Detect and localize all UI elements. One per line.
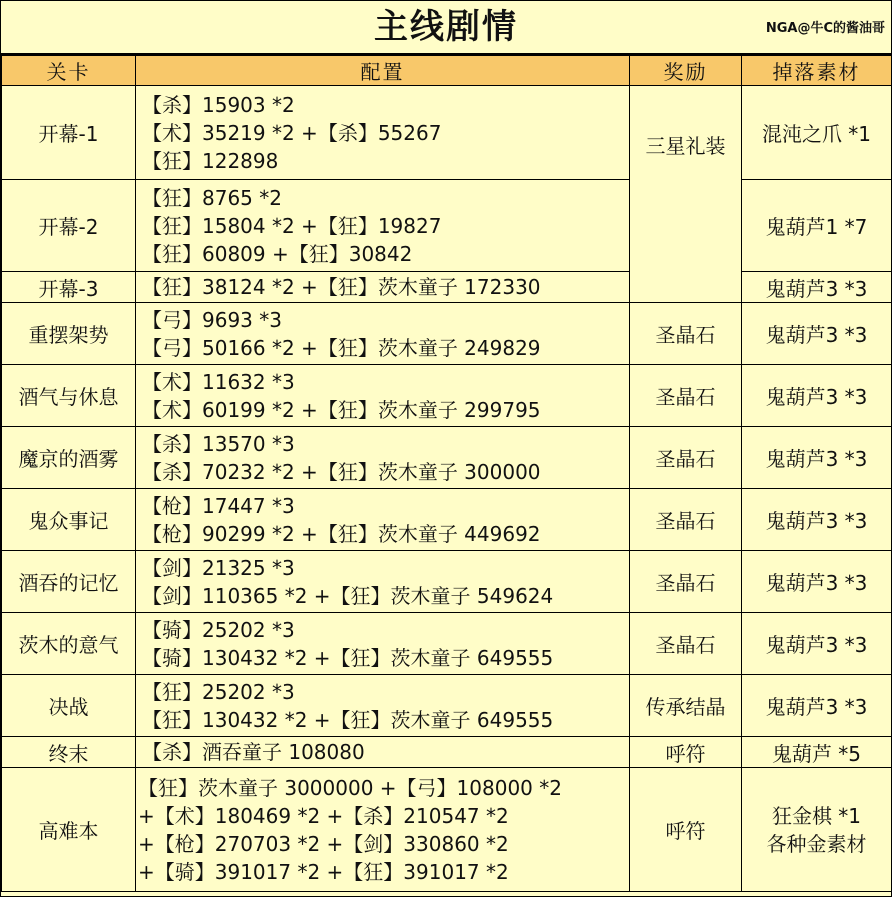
config-line: 【弓】50166 *2 +【狂】茨木童子 249829 <box>142 335 541 360</box>
stage-name: 酒吞的记忆 <box>2 551 136 613</box>
config-line: 【狂】25202 *3 <box>142 679 295 704</box>
config-line: +【骑】391017 *2 +【狂】391017 *2 <box>138 859 509 884</box>
config-line: 【狂】60809 +【狂】30842 <box>142 241 413 266</box>
config-cell <box>136 768 630 892</box>
stage-name: 酒气与休息 <box>2 365 136 427</box>
header-config: 配置 <box>136 56 630 86</box>
config-line: +【枪】270703 *2 +【剑】330860 *2 <box>138 831 509 856</box>
table-row <box>2 768 892 892</box>
table-row <box>2 737 892 768</box>
drop-cell: 鬼葫芦3 *3 <box>742 675 892 737</box>
stage-name: 终末 <box>2 737 136 768</box>
reward-cell: 圣晶石 <box>630 489 742 551</box>
drop-cell: 鬼葫芦3 *3 <box>742 613 892 675</box>
config-line: 【弓】9693 *3 <box>142 307 282 332</box>
drop-cell <box>742 768 892 892</box>
config-line: 【枪】17447 *3 <box>142 493 295 518</box>
config-line: 【狂】茨木童子 3000000 +【弓】108000 *2 <box>138 775 562 800</box>
drop-cell: 鬼葫芦3 *3 <box>742 303 892 365</box>
drop-cell: 鬼葫芦3 *3 <box>742 272 892 303</box>
config-cell <box>136 551 630 613</box>
drop-line: 狂金棋 *1 <box>771 803 862 828</box>
config-line: +【术】180469 *2 +【杀】210547 *2 <box>138 803 509 828</box>
config-line: 【杀】15903 *2 <box>142 92 295 117</box>
stage-name: 开幕-2 <box>2 180 136 272</box>
drop-cell: 混沌之爪 *1 <box>742 86 892 180</box>
table-row <box>2 303 892 365</box>
page-title: 主线剧情 <box>374 7 518 47</box>
table-row <box>2 613 892 675</box>
config-line: 【狂】130432 *2 +【狂】茨木童子 649555 <box>142 707 554 732</box>
config-cell <box>136 489 630 551</box>
title-bar <box>1 1 891 55</box>
table-row <box>2 272 892 303</box>
reward-cell-merged: 三星礼装 <box>630 86 742 303</box>
config-cell <box>136 675 630 737</box>
drop-line: 各种金素材 <box>766 831 867 856</box>
config-line: 【术】35219 *2 +【杀】55267 <box>142 120 442 145</box>
config-cell <box>136 180 630 272</box>
table-row <box>2 427 892 489</box>
config-line: 【狂】38124 *2 +【狂】茨木童子 172330 <box>142 275 541 299</box>
stage-name: 决战 <box>2 675 136 737</box>
config-line: 【剑】110365 *2 +【狂】茨木童子 549624 <box>142 583 554 608</box>
table-row <box>2 180 892 272</box>
config-line: 【杀】酒吞童子 108080 <box>142 740 365 764</box>
header-row <box>2 56 892 86</box>
config-line: 【剑】21325 *3 <box>142 555 295 580</box>
config-cell <box>136 86 630 180</box>
stage-table <box>1 55 892 892</box>
config-line: 【杀】70232 *2 +【狂】茨木童子 300000 <box>142 459 541 484</box>
reward-cell: 呼符 <box>630 768 742 892</box>
reward-cell: 圣晶石 <box>630 613 742 675</box>
config-cell <box>136 737 630 768</box>
config-cell <box>136 303 630 365</box>
reward-cell: 呼符 <box>630 737 742 768</box>
stage-name: 开幕-1 <box>2 86 136 180</box>
drop-cell: 鬼葫芦3 *3 <box>742 489 892 551</box>
config-line: 【骑】25202 *3 <box>142 617 295 642</box>
config-line: 【枪】90299 *2 +【狂】茨木童子 449692 <box>142 521 541 546</box>
stage-name: 鬼众事记 <box>2 489 136 551</box>
config-line: 【狂】8765 *2 <box>142 185 282 210</box>
reward-cell: 圣晶石 <box>630 551 742 613</box>
drop-cell: 鬼葫芦1 *7 <box>742 180 892 272</box>
stage-name: 开幕-3 <box>2 272 136 303</box>
table-row <box>2 551 892 613</box>
stage-name: 茨木的意气 <box>2 613 136 675</box>
credit-label: NGA@牛C的酱油哥 <box>765 21 885 36</box>
table-row <box>2 365 892 427</box>
header-drop: 掉落素材 <box>742 56 892 86</box>
reward-cell: 圣晶石 <box>630 427 742 489</box>
config-line: 【狂】122898 <box>142 148 279 173</box>
config-line: 【术】60199 *2 +【狂】茨木童子 299795 <box>142 397 541 422</box>
config-line: 【狂】15804 *2 +【狂】19827 <box>142 213 442 238</box>
table-row <box>2 86 892 180</box>
reward-cell: 圣晶石 <box>630 365 742 427</box>
table-row <box>2 489 892 551</box>
drop-cell: 鬼葫芦3 *3 <box>742 551 892 613</box>
header-stage: 关卡 <box>2 56 136 86</box>
reward-cell: 圣晶石 <box>630 303 742 365</box>
stage-name: 高难本 <box>2 768 136 892</box>
table-row <box>2 675 892 737</box>
config-cell <box>136 272 630 303</box>
config-cell <box>136 613 630 675</box>
reward-cell: 传承结晶 <box>630 675 742 737</box>
config-cell <box>136 427 630 489</box>
stage-name: 魔京的酒雾 <box>2 427 136 489</box>
config-cell <box>136 365 630 427</box>
config-line: 【骑】130432 *2 +【狂】茨木童子 649555 <box>142 645 554 670</box>
config-line: 【术】11632 *3 <box>142 369 295 394</box>
drop-cell: 鬼葫芦 *5 <box>742 737 892 768</box>
drop-cell: 鬼葫芦3 *3 <box>742 427 892 489</box>
header-reward: 奖励 <box>630 56 742 86</box>
stage-name: 重摆架势 <box>2 303 136 365</box>
drop-cell: 鬼葫芦3 *3 <box>742 365 892 427</box>
config-line: 【杀】13570 *3 <box>142 431 295 456</box>
